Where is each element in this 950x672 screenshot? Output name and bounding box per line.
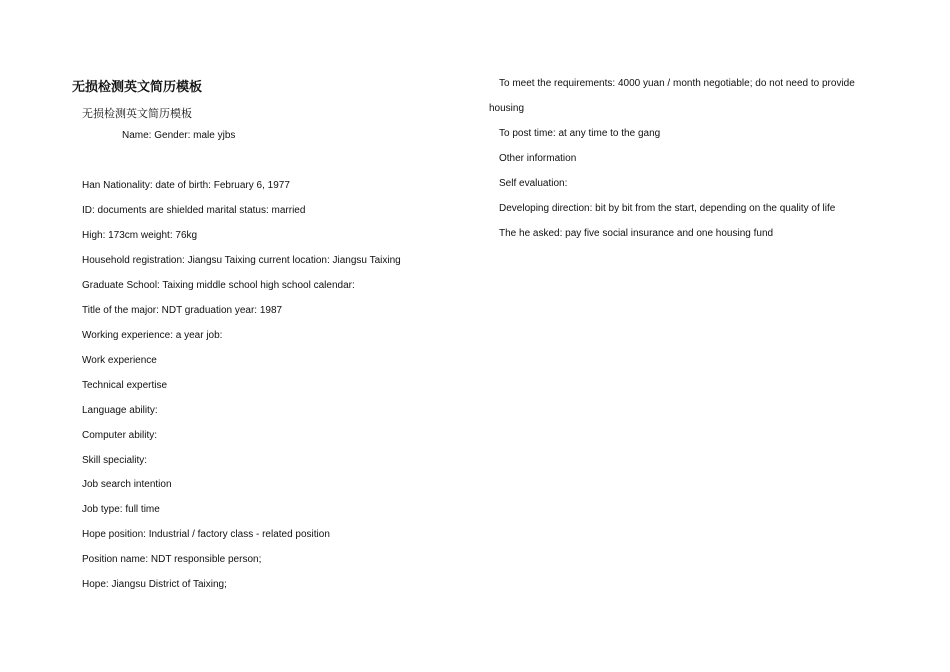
text-line: Developing direction: bit by bit from the start, depending on the quality of life (499, 203, 836, 214)
text-line: Job type: full time (82, 504, 160, 515)
text-line: Household registration: Jiangsu Taixing current location: Jiangsu Taixing (82, 255, 401, 266)
text-line: Graduate School: Taixing middle school high school calendar: (82, 280, 355, 291)
text-line: Hope: Jiangsu District of Taixing; (82, 579, 227, 590)
text-line: Language ability: (82, 405, 158, 416)
text-line: Hope position: Industrial / factory class - related position (82, 529, 330, 540)
text-line: Han Nationality: date of birth: February 6, 1977 (82, 180, 290, 191)
text-line: To post time: at any time to the gang (499, 128, 661, 139)
text-line: Title of the major: NDT graduation year: 1987 (82, 305, 283, 316)
section-heading: Technical expertise (82, 380, 168, 391)
section-heading: Other information (499, 153, 577, 164)
section-heading: Work experience (82, 355, 157, 366)
text-line-continued: housing (489, 103, 525, 114)
document-subtitle: 无损检测英文简历模板 (82, 107, 192, 120)
name-line: Name: Gender: male yjbs (122, 130, 236, 141)
text-line: Self evaluation: (499, 178, 568, 189)
text-line: Computer ability: (82, 430, 158, 441)
text-line: To meet the requirements: 4000 yuan / month negotiable; do not need to provide (499, 78, 855, 89)
text-line: Working experience: a year job: (82, 330, 223, 341)
text-line: Position name: NDT responsible person; (82, 554, 262, 565)
document-title: 无损检测英文简历模板 (72, 79, 203, 94)
section-heading: Job search intention (82, 479, 172, 490)
text-line: Skill speciality: (82, 455, 148, 466)
text-line: ID: documents are shielded marital status: married (82, 205, 306, 216)
text-line: High: 173cm weight: 76kg (82, 230, 198, 241)
text-line: The he asked: pay five social insurance and one housing fund (499, 228, 774, 239)
